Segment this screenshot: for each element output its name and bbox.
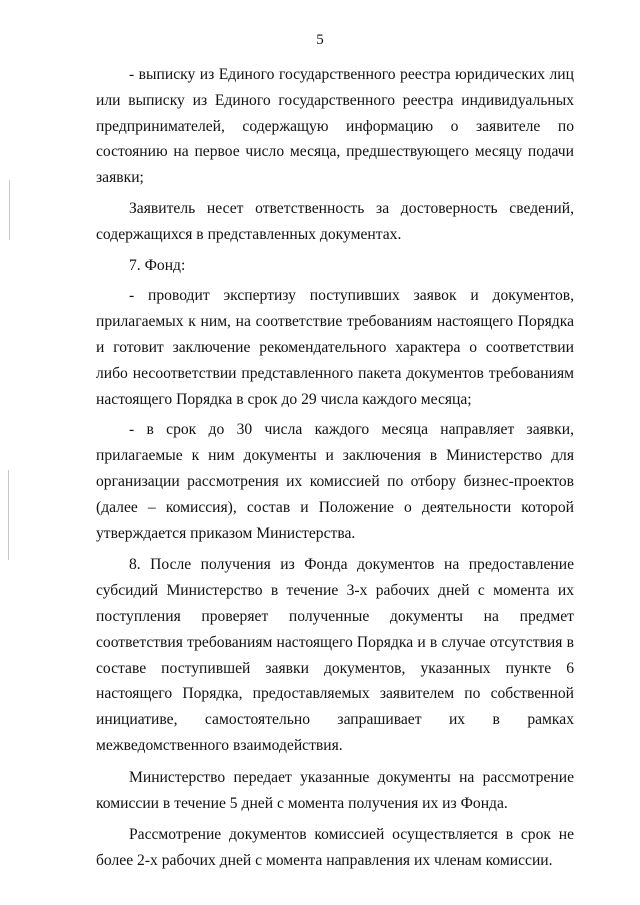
paragraph-fund-heading: 7. Фонд: — [129, 256, 186, 274]
page-number: 5 — [316, 32, 324, 48]
scan-mark — [9, 180, 10, 240]
paragraph-commission-review: Рассмотрение документов комиссией осуществляется в срок не более 2-х рабочих дней с момента направления их членам комиссии. — [96, 826, 574, 870]
paragraph-fund-expertise: - проводит экспертизу поступивших заявок и документов, прилагаемых к ним, на соответствие требованиям настоящего Порядка и готовит заключение рекомендательного характера о соответствии либо несоответствии представленного пакета документов требованиям настоящего Порядка в срок до 29 числа каждого месяца; — [96, 287, 574, 408]
paragraph-ministry-review: 8. После получения из Фонда документов на предоставление субсидий Министерство в течение 3-х рабочих дней с момента их поступления проверяет полученные документы на предмет соответствия требованиям настоящего Порядка и в случае отсутствия в составе поступившей заявки документов, указанных пункте 6 настоящего Порядка, предоставляемых заявителем по собственной инициативе, самостоятельно запрашивает их в рамках межведомственного взаимодействия. — [96, 556, 574, 754]
paragraph-applicant-responsibility: Заявитель несет ответственность за достоверность сведений, содержащихся в представленных документах. — [96, 199, 574, 243]
scan-mark — [8, 470, 9, 560]
document-body — [96, 62, 574, 874]
paragraph-ministry-transfer: Министерство передает указанные документы на рассмотрение комиссии в течение 5 дней с момента получения их из Фонда. — [96, 768, 574, 812]
paragraph-fund-submission: - в срок до 30 числа каждого месяца направляет заявки, прилагаемые к ним документы и заключения в Министерство для организации рассмотрения их комиссией по отбору бизнес-проектов (далее – комиссия), состав и Положение о деятельности которой утверждается приказом Министерства. — [96, 421, 574, 542]
paragraph-extract-registry: - выписку из Единого государственного реестра юридических лиц или выписку из Единого государственного реестра индивидуальных предпринимателей, содержащую информацию о заявителе по состоянию на первое число месяца, предшествующего месяцу подачи заявки; — [96, 66, 574, 187]
